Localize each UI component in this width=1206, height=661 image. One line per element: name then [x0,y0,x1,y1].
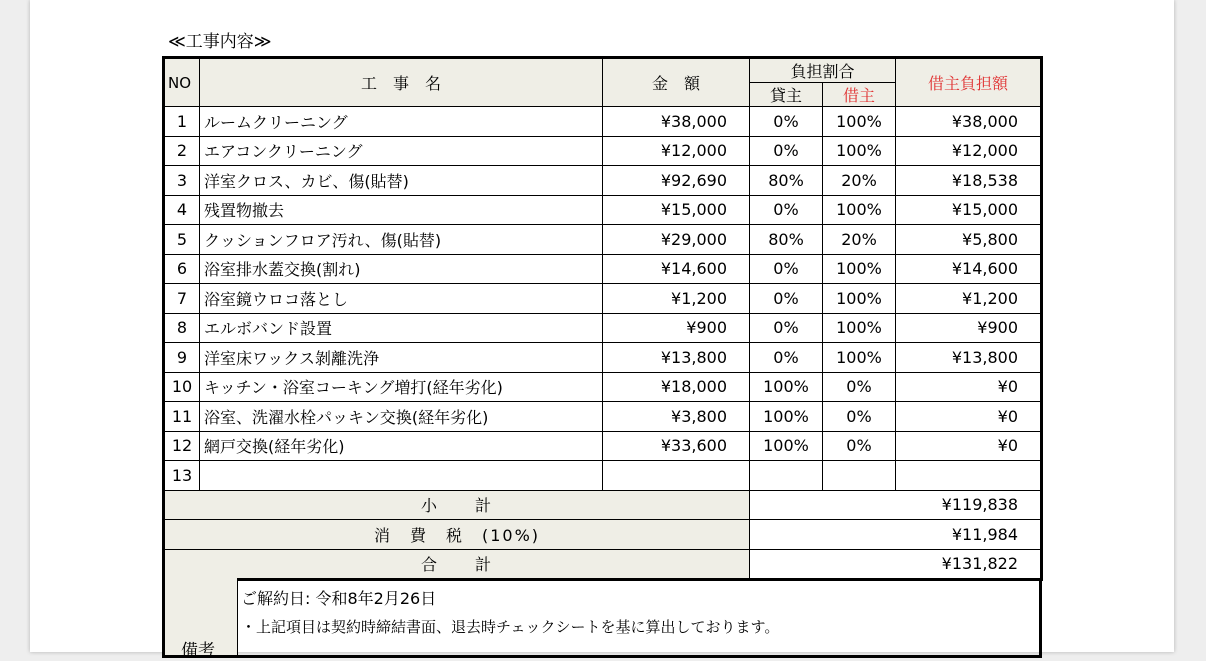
section-title: ≪工事内容≫ [168,32,272,52]
row-tenant-ratio: 100% [823,136,896,166]
row-name: エルボバンド設置 [200,313,603,343]
header-ratio: 負担割合 [750,58,896,83]
total-value: ¥131,822 [750,549,1042,580]
cancellation-date: ご解約日: 令和8年2月26日 [241,589,437,608]
row-name: 浴室鏡ウロコ落とし [200,284,603,314]
row-tenant-ratio: 20% [823,166,896,196]
table-row [164,461,1042,491]
row-amount: ¥12,000 [603,136,750,166]
row-tenant-ratio: 0% [823,402,896,432]
row-landlord-ratio: 0% [750,136,823,166]
row-no: 4 [164,195,200,225]
row-name: 残置物撤去 [200,195,603,225]
table-row [164,284,1042,314]
row-tenant-ratio: 100% [823,284,896,314]
header-amount: 金 額 [603,58,750,107]
row-tenant-amount: ¥38,000 [896,107,1042,137]
row-tenant-amount: ¥15,000 [896,195,1042,225]
header-no: NO [164,58,200,107]
row-amount: ¥14,600 [603,254,750,284]
total-label: 合 計 [164,549,750,580]
row-no: 6 [164,254,200,284]
row-tenant-amount: ¥0 [896,402,1042,432]
tax-label: 消 費 税 (10%) [164,520,750,550]
tax-value: ¥11,984 [750,520,1042,550]
row-landlord-ratio: 0% [750,313,823,343]
row-amount: ¥13,800 [603,343,750,373]
row-no: 1 [164,107,200,137]
row-landlord-ratio: 0% [750,195,823,225]
row-amount: ¥18,000 [603,372,750,402]
row-name: 洋室クロス、カビ、傷(貼替) [200,166,603,196]
row-landlord-ratio: 80% [750,166,823,196]
row-landlord-ratio: 0% [750,254,823,284]
row-no: 10 [164,372,200,402]
row-amount: ¥38,000 [603,107,750,137]
row-name: クッションフロア汚れ、傷(貼替) [200,225,603,255]
row-landlord-ratio: 100% [750,372,823,402]
row-amount: ¥1,200 [603,284,750,314]
row-no: 9 [164,343,200,373]
table-row [164,225,1042,255]
row-landlord-ratio: 100% [750,402,823,432]
row-name: 洋室床ワックス剝離洗浄 [200,343,603,373]
row-tenant-ratio: 100% [823,195,896,225]
table-row [164,166,1042,196]
row-amount: ¥3,800 [603,402,750,432]
remarks-label-cell [165,578,238,661]
row-name: エアコンクリーニング [200,136,603,166]
row-landlord-ratio [750,461,823,491]
row-no: 7 [164,284,200,314]
table-row [164,431,1042,461]
row-tenant-amount: ¥1,200 [896,284,1042,314]
row-tenant-amount: ¥0 [896,431,1042,461]
header-row-1 [164,58,1042,83]
table-row [164,313,1042,343]
header-name: 工 事 名 [200,58,603,107]
row-amount: ¥900 [603,313,750,343]
row-amount: ¥33,600 [603,431,750,461]
row-no: 3 [164,166,200,196]
row-amount: ¥29,000 [603,225,750,255]
row-tenant-ratio: 100% [823,313,896,343]
row-tenant-ratio: 100% [823,107,896,137]
row-name: 網戸交換(経年劣化) [200,431,603,461]
row-amount: ¥92,690 [603,166,750,196]
row-tenant-ratio [823,461,896,491]
remarks-note: ・上記項目は契約時締結書面、退去時チェックシートを基に算出しております。 [241,618,780,636]
row-landlord-ratio: 0% [750,343,823,373]
row-amount: ¥15,000 [603,195,750,225]
table-row [164,372,1042,402]
table-row [164,254,1042,284]
remarks-label: 備考 [181,641,215,661]
row-tenant-amount: ¥18,538 [896,166,1042,196]
row-tenant-amount: ¥12,000 [896,136,1042,166]
row-no: 12 [164,431,200,461]
row-no: 11 [164,402,200,432]
row-tenant-ratio: 100% [823,254,896,284]
row-tenant-amount: ¥5,800 [896,225,1042,255]
row-tenant-amount: ¥900 [896,313,1042,343]
row-no: 8 [164,313,200,343]
row-amount [603,461,750,491]
table-row [164,107,1042,137]
subtotal-label: 小 計 [164,490,750,520]
row-name: 浴室、洗濯水栓パッキン交換(経年劣化) [200,402,603,432]
row-landlord-ratio: 100% [750,431,823,461]
remarks-box [162,578,1042,661]
row-no: 2 [164,136,200,166]
subtotal-row [164,490,1042,520]
total-row [164,549,1042,580]
row-tenant-ratio: 0% [823,431,896,461]
row-landlord-ratio: 80% [750,225,823,255]
row-tenant-amount: ¥0 [896,372,1042,402]
row-name: キッチン・浴室コーキング増打(経年劣化) [200,372,603,402]
table-row [164,136,1042,166]
header-tenant: 借主 [823,83,896,107]
row-no: 13 [164,461,200,491]
row-name: 浴室排水蓋交換(割れ) [200,254,603,284]
row-tenant-ratio: 100% [823,343,896,373]
row-tenant-ratio: 0% [823,372,896,402]
row-landlord-ratio: 0% [750,107,823,137]
row-name: ルームクリーニング [200,107,603,137]
works-table [162,56,1043,581]
row-no: 5 [164,225,200,255]
row-tenant-amount: ¥14,600 [896,254,1042,284]
row-tenant-amount: ¥13,800 [896,343,1042,373]
header-landlord: 貸主 [750,83,823,107]
table-row [164,402,1042,432]
subtotal-value: ¥119,838 [750,490,1042,520]
table-row [164,195,1042,225]
row-name [200,461,603,491]
header-tenant-amount: 借主負担額 [896,58,1042,107]
row-tenant-amount [896,461,1042,491]
table-row [164,343,1042,373]
tax-row [164,520,1042,550]
row-tenant-ratio: 20% [823,225,896,255]
row-landlord-ratio: 0% [750,284,823,314]
